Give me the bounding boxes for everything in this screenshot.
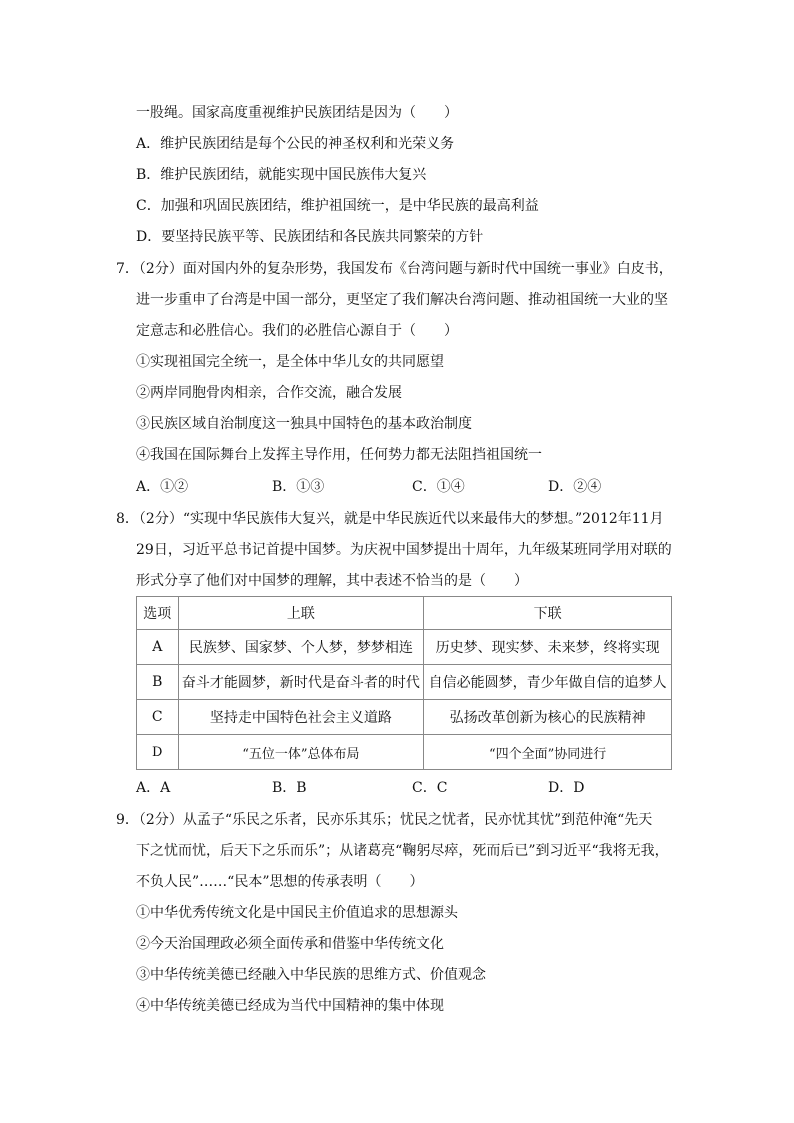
q7-statement-4: ④我国在国际舞台上发挥主导作用，任何势力都无法阻挡祖国统一 (136, 447, 542, 463)
row-a-second-line: 历史梦、现实梦、未来梦，终将实现 (424, 630, 672, 665)
q7-choice-b: B．①③ (272, 479, 325, 495)
row-c-second-line: 弘扬改革创新为核心的民族精神 (424, 700, 672, 735)
q9-statement-4: ④中华传统美德已经成为当代中国精神的集中体现 (136, 998, 444, 1014)
row-d-label: D (137, 735, 179, 770)
q7-statement-1: ①实现祖国完全统一，是全体中华儿女的共同愿望 (136, 354, 444, 370)
row-b-second-line: 自信必能圆梦，青少年做自信的追梦人 (424, 665, 672, 700)
q9-statement-2: ②今天治国理政必须全面传承和借鉴中华传统文化 (136, 936, 444, 952)
q7-statement-3: ③民族区域自治制度这一独具中国特色的基本政治制度 (136, 416, 472, 432)
table-row (137, 735, 672, 770)
row-b-first-line: 奋斗才能圆梦，新时代是奋斗者的时代 (178, 665, 424, 700)
table-header-row (137, 597, 672, 630)
q9-stem-line-1: 9．（2分）从孟子“乐民之乐者，民亦乐其乐；忧民之忧者，民亦忧其忧”到范仲淹“先天 (116, 812, 653, 828)
q9-stem-line-3: 不负人民”……“民本”思想的传承表明（ ） (136, 874, 424, 890)
q9-statement-1: ①中华优秀传统文化是中国民主价值追求的思想源头 (136, 905, 458, 921)
row-a-first-line: 民族梦、国家梦、个人梦，梦梦相连 (178, 630, 424, 665)
row-c-first-line: 坚持走中国特色社会主义道路 (178, 700, 424, 735)
q6-stem: 一股绳。国家高度重视维护民族团结是因为（ ） (136, 105, 458, 121)
row-d-first-line: “五位一体”总体布局 (178, 735, 424, 770)
q9-stem-line-2: 下之忧而忧，后天下之乐而乐”；从诸葛亮“鞠躬尽瘁，死而后已”到习近平“我将无我， (136, 843, 669, 859)
row-b-label: B (137, 665, 179, 700)
q8-stem-line-1: 8．（2分）“实现中华民族伟大复兴，就是中华民族近代以来最伟大的梦想。”2012年11月 (116, 511, 664, 527)
table-row (137, 700, 672, 735)
q8-stem-line-3: 形式分享了他们对中国梦的理解，其中表述不恰当的是（ ） (136, 573, 528, 589)
q9-statement-3: ③中华传统美德已经融入中华民族的思维方式、价值观念 (136, 967, 486, 983)
header-first-line: 上联 (178, 597, 424, 630)
q6-option-c: C．加强和巩固民族团结，维护祖国统一，是中华民族的最高利益 (136, 198, 539, 214)
q7-stem-line-1: 7．（2分）面对国内外的复杂形势，我国发布《台湾问题与新时代中国统一事业》白皮书， (116, 261, 673, 277)
couplet-table (136, 596, 672, 770)
row-c-label: C (137, 700, 179, 735)
row-a-label: A (137, 630, 179, 665)
table-row (137, 630, 672, 665)
q7-stem-line-3: 定意志和必胜信心。我们的必胜信心源自于（ ） (136, 323, 458, 339)
q8-choice-d: D．D (548, 780, 585, 796)
q8-stem-line-2: 29日，习近平总书记首提中国梦。为庆祝中国梦提出十周年，九年级某班同学用对联的 (136, 542, 672, 558)
q8-choice-c: C．C (412, 780, 448, 796)
table-row (137, 665, 672, 700)
q7-choice-a: A．①② (136, 479, 189, 495)
q8-choice-b: B．B (272, 780, 307, 796)
q6-option-a: A．维护民族团结是每个公民的神圣权利和光荣义务 (136, 136, 455, 152)
header-option: 选项 (137, 597, 179, 630)
q7-choice-d: D．②④ (548, 479, 602, 495)
q8-choice-a: A．A (136, 780, 171, 796)
q7-statement-2: ②两岸同胞骨肉相亲，合作交流，融合发展 (136, 385, 402, 401)
q6-option-d: D．要坚持民族平等、民族团结和各民族共同繁荣的方针 (136, 229, 484, 245)
q7-choice-c: C．①④ (412, 479, 465, 495)
q7-stem-line-2: 进一步重申了台湾是中国一部分，更坚定了我们解决台湾问题、推动祖国统一大业的坚 (136, 292, 668, 308)
row-d-second-line: “四个全面”协同进行 (424, 735, 672, 770)
header-second-line: 下联 (424, 597, 672, 630)
q6-option-b: B．维护民族团结，就能实现中国民族伟大复兴 (136, 167, 427, 183)
